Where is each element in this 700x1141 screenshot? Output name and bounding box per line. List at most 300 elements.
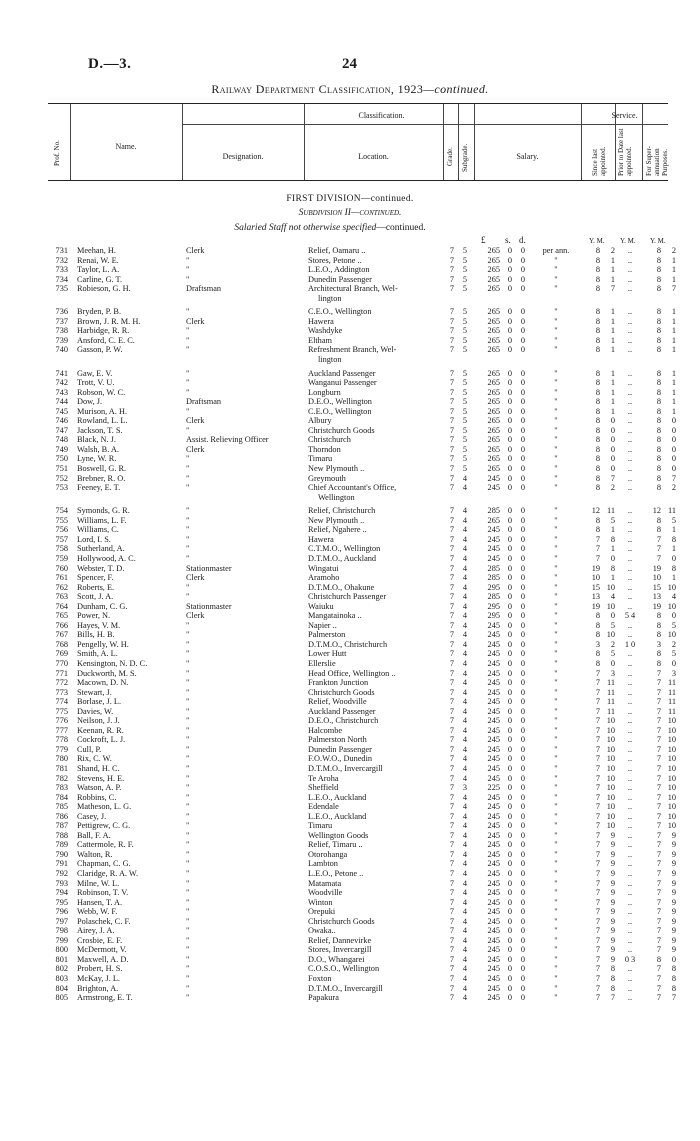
grade: 7 (449, 425, 455, 435)
super-years: 8 (656, 335, 661, 345)
salary-pence: 0 (520, 783, 526, 793)
table-row (0, 974, 700, 984)
super-years: 7 (656, 802, 661, 812)
subgrade: 5 (462, 425, 468, 435)
salary-pounds: 245 (487, 525, 500, 535)
salary-pence: 0 (520, 387, 526, 397)
staff-name: Spencer, F. (77, 573, 114, 583)
location: Dunedin Passenger (308, 744, 372, 754)
salary-pounds: 245 (487, 649, 500, 659)
staff-name: Dow, J. (77, 397, 103, 407)
salary-period: " (554, 483, 558, 493)
super-months: 0 (671, 435, 676, 445)
table-row (0, 506, 700, 516)
designation: " (186, 473, 190, 483)
since-years: 7 (595, 878, 600, 888)
salary-shillings: 0 (507, 620, 513, 630)
prof-number: 798 (55, 926, 68, 936)
salary-shillings: 0 (507, 964, 513, 974)
salary-period: " (554, 544, 558, 554)
prior-service: .. (627, 506, 633, 516)
prior-service: .. (627, 974, 633, 984)
since-months: 0 (610, 464, 615, 474)
since-months: 10 (606, 582, 615, 592)
salary-period: " (554, 735, 558, 745)
table-row (0, 993, 700, 1003)
salary-shillings: 0 (507, 553, 513, 563)
staff-name: Matheson, L. G. (77, 802, 132, 812)
grade: 7 (449, 783, 455, 793)
salary-pence: 0 (520, 811, 526, 821)
super-years: 8 (656, 464, 661, 474)
prof-number: 773 (55, 687, 68, 697)
subgrade: 4 (462, 849, 468, 859)
salary-period: " (554, 649, 558, 659)
salary-period: " (554, 830, 558, 840)
designation: " (186, 945, 190, 955)
super-months: 10 (667, 735, 676, 745)
salary-shillings: 0 (507, 649, 513, 659)
location: Dunedin Passenger (308, 274, 372, 284)
super-years: 7 (656, 907, 661, 917)
salary-pence: 0 (520, 515, 526, 525)
grade: 7 (449, 859, 455, 869)
since-months: 2 (610, 483, 615, 493)
super-months: 8 (671, 534, 676, 544)
grade: 7 (449, 345, 455, 355)
location: Sheffield (308, 783, 339, 793)
table-row (0, 426, 700, 436)
since-years: 7 (595, 534, 600, 544)
salary-shillings: 0 (507, 840, 513, 850)
subgrade: 5 (462, 368, 468, 378)
since-months: 1 (610, 316, 615, 326)
salary-pence: 0 (520, 869, 526, 878)
salary-period: " (554, 754, 558, 764)
salary-pounds: 285 (487, 506, 500, 516)
salary-pounds: 265 (487, 454, 500, 464)
prof-number: 779 (55, 744, 68, 754)
salary-shillings: 0 (507, 754, 513, 764)
subgrade: 4 (462, 658, 468, 668)
grade: 7 (449, 993, 455, 1003)
since-years: 8 (595, 620, 600, 630)
salary-period: " (554, 416, 558, 426)
salary-shillings: 0 (507, 697, 513, 707)
subgrade: 4 (462, 592, 468, 602)
salary-pence: 0 (520, 964, 526, 974)
salary-shillings: 0 (507, 926, 513, 936)
super-years: 8 (656, 454, 661, 464)
salary-pounds: 245 (487, 964, 500, 974)
subgrade: 4 (462, 525, 468, 535)
prior-service: .. (627, 840, 633, 850)
since-months: 10 (606, 601, 615, 611)
salary-shillings: 0 (507, 284, 513, 294)
subgrade: 4 (462, 983, 468, 993)
super-months: 1 (671, 387, 676, 397)
super-months: 9 (671, 926, 676, 936)
subgrade: 4 (462, 639, 468, 649)
prof-number: 739 (55, 335, 68, 345)
table-row (0, 898, 700, 908)
prior-service: .. (627, 620, 633, 630)
salary-pounds: 245 (487, 735, 500, 745)
salary-pounds: 245 (487, 792, 500, 802)
prior-service: .. (627, 265, 633, 275)
location: Chief Accountant's Office, (308, 483, 397, 493)
super-months: 9 (671, 916, 676, 926)
salary-pence: 0 (520, 454, 526, 464)
salary-pounds: 245 (487, 678, 500, 688)
salary-pounds: 245 (487, 830, 500, 840)
super-years: 7 (656, 811, 661, 821)
prof-number: 746 (55, 416, 68, 426)
salary-period: " (554, 935, 558, 945)
header-prof-no: Prof. No. (53, 140, 61, 166)
salary-shillings: 0 (507, 473, 513, 483)
salary-period: " (554, 326, 558, 336)
subgrade: 5 (462, 307, 468, 317)
since-years: 13 (591, 592, 600, 602)
location: Relief, Ngahere .. (308, 525, 367, 535)
since-years: 8 (595, 406, 600, 416)
super-years: 7 (656, 792, 661, 802)
prior-service: .. (627, 649, 633, 659)
staff-name: Ansford, C. E. C. (77, 335, 135, 345)
super-months: 5 (671, 649, 676, 659)
subgrade: 5 (462, 265, 468, 275)
super-years: 8 (656, 416, 661, 426)
salary-shillings: 0 (507, 573, 513, 583)
salary-pounds: 245 (487, 802, 500, 812)
prior-service: .. (627, 983, 633, 993)
super-years: 7 (656, 945, 661, 955)
salary-pounds: 245 (487, 916, 500, 926)
super-years: 7 (656, 916, 661, 926)
since-months: 9 (610, 907, 615, 917)
salary-shillings: 0 (507, 735, 513, 745)
prior-service: .. (627, 464, 633, 474)
prof-number: 797 (55, 916, 68, 926)
location: Eltham (308, 335, 332, 345)
table-row (0, 821, 700, 831)
salary-shillings: 0 (507, 416, 513, 426)
prior-service: .. (627, 387, 633, 397)
prof-number: 747 (55, 425, 68, 435)
salary-shillings: 0 (507, 454, 513, 464)
prof-number: 799 (55, 935, 68, 945)
designation: " (186, 335, 190, 345)
super-months: 9 (671, 878, 676, 888)
grade: 7 (449, 792, 455, 802)
subgrade: 4 (462, 483, 468, 493)
since-months: 10 (606, 821, 615, 831)
designation: " (186, 678, 190, 688)
location: Lambton (308, 859, 338, 869)
super-years: 8 (656, 649, 661, 659)
subgrade: 4 (462, 888, 468, 898)
since-years: 8 (595, 307, 600, 317)
salary-shillings: 0 (507, 582, 513, 592)
since-years: 7 (595, 544, 600, 554)
salary-pence: 0 (520, 483, 526, 493)
grade: 7 (449, 620, 455, 630)
since-months: 1 (610, 345, 615, 355)
subgrade: 5 (462, 416, 468, 426)
salary-pence: 0 (520, 255, 526, 265)
salary-period: " (554, 783, 558, 793)
since-years: 8 (595, 416, 600, 426)
staff-name: Power, N. (77, 611, 111, 621)
header-salary: Salary. (516, 152, 539, 161)
super-months: 0 (671, 954, 676, 964)
prior-service: .. (627, 773, 633, 783)
since-months: 9 (610, 926, 615, 936)
since-months: 9 (610, 859, 615, 869)
since-years: 7 (595, 716, 600, 726)
super-months: 1 (671, 368, 676, 378)
since-years: 7 (595, 811, 600, 821)
prior-service: .. (627, 534, 633, 544)
subgrade: 5 (462, 435, 468, 445)
prior-service: .. (627, 573, 633, 583)
table-row (0, 416, 700, 426)
subgrade: 4 (462, 802, 468, 812)
designation: " (186, 454, 190, 464)
table-row (0, 621, 700, 631)
staff-name: Neilson, J. J. (77, 716, 120, 726)
designation: " (186, 697, 190, 707)
location: Frankton Junction (308, 678, 369, 688)
prof-number: 754 (55, 506, 68, 516)
designation: " (186, 907, 190, 917)
super-years: 7 (656, 993, 661, 1003)
subgrade: 4 (462, 926, 468, 936)
super-years: 8 (656, 307, 661, 317)
since-months: 1 (610, 368, 615, 378)
prof-number: 772 (55, 678, 68, 688)
salary-shillings: 0 (507, 935, 513, 945)
salary-pounds: 245 (487, 821, 500, 831)
salary-pounds: 245 (487, 859, 500, 869)
designation: Clerk (186, 611, 205, 621)
designation: " (186, 630, 190, 640)
super-months: 1 (671, 397, 676, 407)
grade: 7 (449, 265, 455, 275)
grade: 7 (449, 483, 455, 493)
subgrade: 4 (462, 706, 468, 716)
staff-name: Hayes, V. M. (77, 620, 121, 630)
salary-period: " (554, 763, 558, 773)
table-row (0, 630, 700, 640)
prior-service: .. (627, 658, 633, 668)
subgrade: 4 (462, 964, 468, 974)
grade: 7 (449, 335, 455, 345)
salary-period: " (554, 620, 558, 630)
salary-shillings: 0 (507, 773, 513, 783)
prof-number: 762 (55, 582, 68, 592)
table-row (0, 445, 700, 455)
salary-period: " (554, 473, 558, 483)
super-years: 7 (656, 888, 661, 898)
prior-service: .. (627, 255, 633, 265)
salary-shillings: 0 (507, 849, 513, 859)
since-months: 0 (610, 444, 615, 454)
location: Washdyke (308, 326, 343, 336)
salary-shillings: 0 (507, 274, 513, 284)
salary-period: " (554, 954, 558, 964)
designation: " (186, 840, 190, 850)
prof-number: 771 (55, 668, 68, 678)
location: Longburn (308, 387, 341, 397)
since-months: 10 (606, 744, 615, 754)
subgrade: 5 (462, 246, 468, 255)
since-months: 1 (610, 274, 615, 284)
designation: " (186, 974, 190, 984)
subgrade: 4 (462, 534, 468, 544)
since-years: 7 (595, 783, 600, 793)
designation: Stationmaster (186, 601, 232, 611)
since-years: 8 (595, 397, 600, 407)
salary-period: " (554, 907, 558, 917)
table-row (0, 378, 700, 388)
prof-number: 777 (55, 725, 68, 735)
salary-period: " (554, 563, 558, 573)
location: D.T.M.O., Invercargill (308, 983, 383, 993)
location-continuation-row (0, 294, 700, 304)
staff-name: Davies, W. (77, 706, 114, 716)
super-months: 0 (671, 611, 676, 621)
prior-service: .. (627, 878, 633, 888)
table-row (0, 669, 700, 679)
prior-service: .. (627, 406, 633, 416)
salary-period: " (554, 983, 558, 993)
since-months: 7 (610, 284, 615, 294)
staff-name: Smith, A. L. (77, 649, 118, 659)
salary-period: " (554, 378, 558, 388)
since-months: 0 (610, 454, 615, 464)
location-continuation: lington (318, 293, 342, 303)
table-row (0, 317, 700, 327)
designation: " (186, 255, 190, 265)
since-months: 1 (610, 525, 615, 535)
super-years: 3 (656, 639, 661, 649)
salary-shillings: 0 (507, 255, 513, 265)
designation: " (186, 897, 190, 907)
super-years: 7 (656, 534, 661, 544)
location: Stores, Petone .. (308, 255, 362, 265)
designation: Clerk (186, 444, 205, 454)
since-years: 7 (595, 830, 600, 840)
grade: 7 (449, 506, 455, 516)
salary-pence: 0 (520, 945, 526, 955)
subgrade: 5 (462, 464, 468, 474)
subgrade: 5 (462, 335, 468, 345)
since-years: 12 (591, 506, 600, 516)
salary-period: " (554, 916, 558, 926)
subgrade: 4 (462, 687, 468, 697)
salary-pounds: 245 (487, 907, 500, 917)
salary-pence: 0 (520, 563, 526, 573)
since-months: 1 (610, 387, 615, 397)
salary-pence: 0 (520, 830, 526, 840)
super-years: 8 (656, 368, 661, 378)
salary-pounds: 245 (487, 668, 500, 678)
since-months: 9 (610, 878, 615, 888)
designation: " (186, 859, 190, 869)
location: D.E.O., Wellington (308, 397, 372, 407)
since-months: 0 (610, 553, 615, 563)
prof-number: 789 (55, 840, 68, 850)
staff-name: Pengelly, W. H. (77, 639, 129, 649)
header-service: Service. (611, 111, 638, 120)
subgrade: 4 (462, 582, 468, 592)
grade: 7 (449, 553, 455, 563)
designation: " (186, 964, 190, 974)
salary-pence: 0 (520, 668, 526, 678)
location: Relief, Oamaru .. (308, 246, 366, 255)
super-years: 7 (656, 744, 661, 754)
grade: 7 (449, 754, 455, 764)
location: Te Aroha (308, 773, 339, 783)
salary-period: " (554, 744, 558, 754)
subgrade: 4 (462, 716, 468, 726)
salary-pence: 0 (520, 859, 526, 869)
grade: 7 (449, 378, 455, 388)
grade: 7 (449, 284, 455, 294)
staff-name: Crosbie, E. F. (77, 935, 123, 945)
since-months: 8 (610, 964, 615, 974)
staff-name: Walsh, B. A. (77, 444, 119, 454)
staff-name: Taylor, L. A. (77, 265, 120, 275)
subgrade: 4 (462, 754, 468, 764)
staff-name: Ball, F. A. (77, 830, 111, 840)
since-months: 9 (610, 830, 615, 840)
unit-ym-super: Y. M. (650, 237, 666, 245)
super-months: 1 (671, 255, 676, 265)
title-suffix: —continued. (423, 82, 489, 96)
location: Wingatui (308, 563, 339, 573)
designation: " (186, 483, 190, 493)
salary-pence: 0 (520, 725, 526, 735)
location: D.E.O., Christchurch (308, 716, 379, 726)
staff-name: Watson, A. P. (77, 783, 122, 793)
salary-period: " (554, 435, 558, 445)
salary-period: " (554, 601, 558, 611)
staff-name: Brighton, A. (77, 983, 119, 993)
prof-number: 734 (55, 274, 68, 284)
prior-service: .. (627, 544, 633, 554)
grade: 7 (449, 773, 455, 783)
location: Timaru (308, 821, 333, 831)
staff-name: Airey, J. A. (77, 926, 115, 936)
table-row (0, 831, 700, 841)
salary-pounds: 245 (487, 935, 500, 945)
prof-number: 735 (55, 284, 68, 294)
subgrade: 4 (462, 506, 468, 516)
prof-number: 802 (55, 964, 68, 974)
super-years: 8 (656, 387, 661, 397)
table-row (0, 888, 700, 898)
location: Christchurch Goods (308, 687, 375, 697)
table-row (0, 745, 700, 755)
prof-number: 761 (55, 573, 68, 583)
grade: 7 (449, 687, 455, 697)
prof-number: 770 (55, 658, 68, 668)
salary-period: " (554, 849, 558, 859)
salary-period: " (554, 802, 558, 812)
